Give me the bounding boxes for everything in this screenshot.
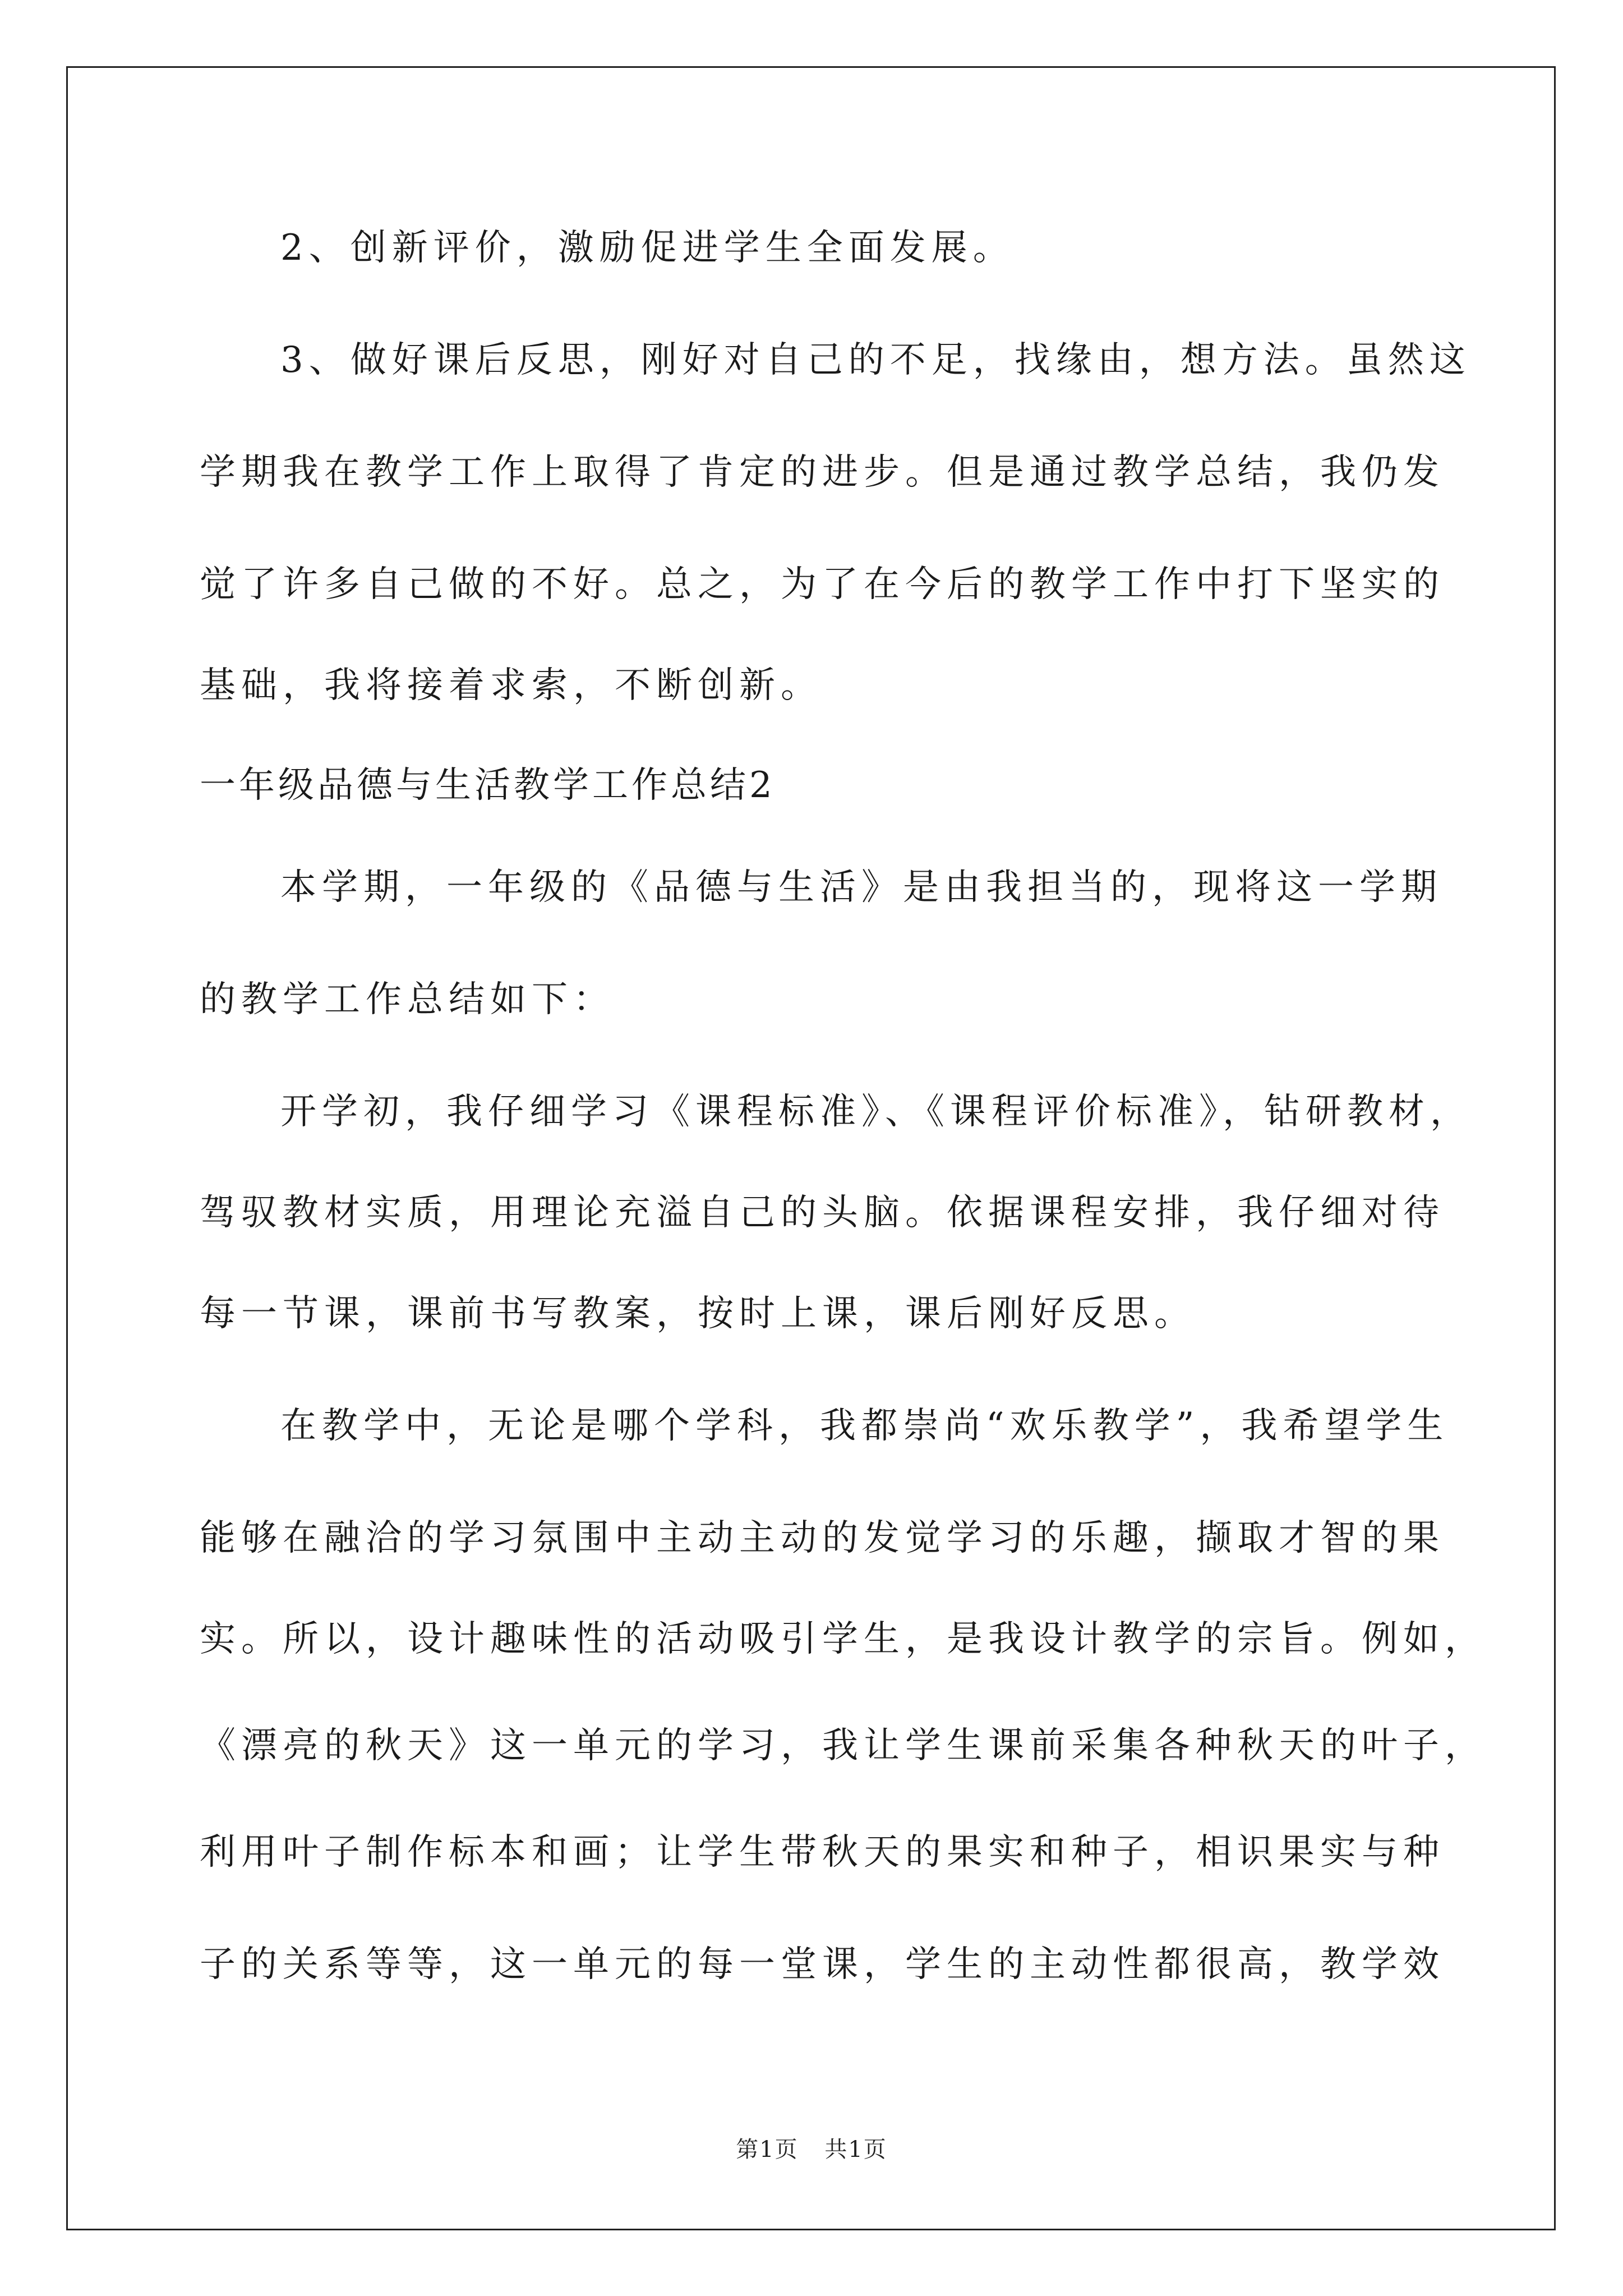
page-number: 第1页 <box>736 2137 799 2162</box>
paragraph-line: 2、创新评价，激励促进学生全面发展。 <box>280 227 1015 269</box>
page-total: 共1页 <box>824 2137 887 2162</box>
paragraph-line: 《漂亮的秋天》这一单元的学习，我让学生课前采集各种秋天的叶子， <box>200 1725 1486 1766</box>
page-footer <box>0 2132 1623 2164</box>
paragraph-line: 本学期，一年级的《品德与生活》是由我担当的，现将这一学期 <box>280 867 1442 908</box>
paragraph-line: 3、做好课后反思，刚好对自己的不足，找缘由，想方法。虽然这 <box>280 339 1471 381</box>
paragraph-line: 能够在融洽的学习氛围中主动主动的发觉学习的乐趣，撷取才智的果 <box>200 1517 1445 1559</box>
paragraph-line: 觉了许多自己做的不好。总之，为了在今后的教学工作中打下坚实的 <box>200 564 1445 605</box>
paragraph-line: 在教学中，无论是哪个学科，我都崇尚“欢乐教学”，我希望学生 <box>280 1405 1449 1447</box>
page-border <box>66 66 1556 2230</box>
paragraph-line: 学期我在教学工作上取得了肯定的进步。但是通过教学总结，我仍发 <box>200 452 1445 493</box>
paragraph-line: 每一节课，课前书写教案，按时上课，课后刚好反思。 <box>200 1293 1196 1335</box>
paragraph-line: 的教学工作总结如下： <box>200 979 615 1020</box>
paragraph-line: 子的关系等等，这一单元的每一堂课，学生的主动性都很高，教学效 <box>200 1944 1445 1985</box>
paragraph-line: 基础，我将接着求索，不断创新。 <box>200 665 822 706</box>
paragraph-line: 开学初，我仔细学习《课程标准》、《课程评价标准》，钻研教材， <box>280 1091 1472 1133</box>
section-heading: 一年级品德与生活教学工作总结2 <box>200 765 776 806</box>
paragraph-line: 驾驭教材实质，用理论充溢自己的头脑。依据课程安排，我仔细对待 <box>200 1192 1445 1234</box>
paragraph-line: 实。所以，设计趣味性的活动吸引学生，是我设计教学的宗旨。例如， <box>200 1618 1486 1660</box>
paragraph-line: 利用叶子制作标本和画；让学生带秋天的果实和种子，相识果实与种 <box>200 1832 1445 1873</box>
